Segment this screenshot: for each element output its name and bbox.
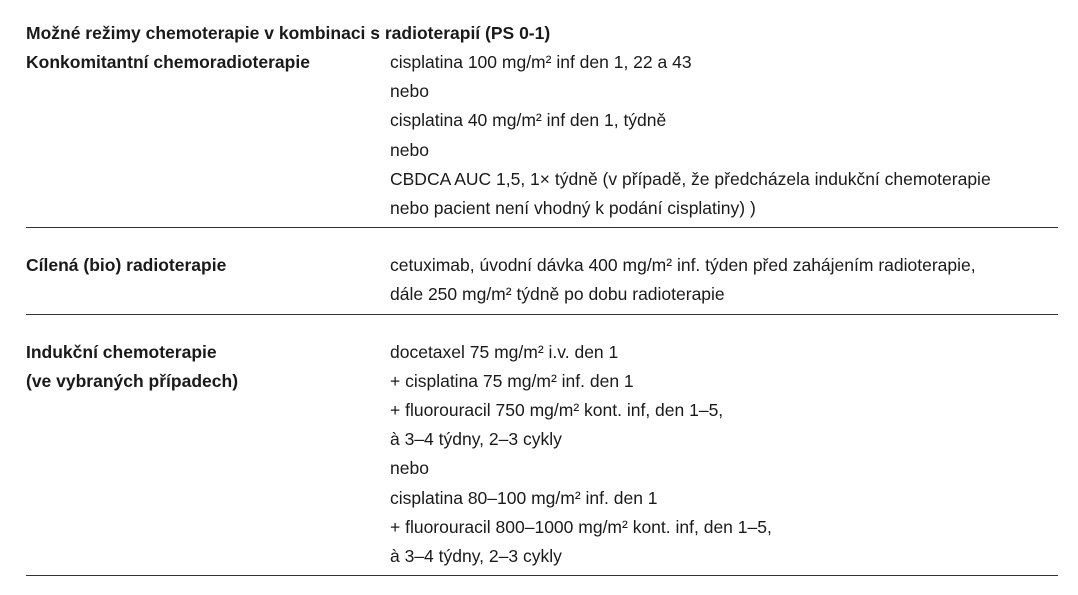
regimen-line: à 3–4 týdny, 2–3 cykly <box>390 429 562 450</box>
regimen-line: + fluorouracil 750 mg/m² kont. inf, den 1–5, <box>390 400 724 421</box>
section-label-line: Indukční chemoterapie <box>26 341 217 362</box>
section-label <box>26 338 390 396</box>
section-label-line: Cílená (bio) radioterapie <box>26 255 227 276</box>
section-label-line: Konkomitantní chemoradioterapie <box>26 52 310 72</box>
section-label <box>26 251 390 280</box>
regimen-line: + fluorouracil 800–1000 mg/m² kont. inf, den 1–5, <box>390 516 772 537</box>
regimen-line: nebo pacient není vhodný k podání cisplatiny) ) <box>390 198 756 219</box>
table-title: Možné režimy chemoterapie v kombinaci s radioterapií (PS 0-1) <box>26 23 551 43</box>
regimen-line: nebo <box>390 139 429 160</box>
regimen-line: docetaxel 75 mg/m² i.v. den 1 <box>390 341 619 362</box>
chemotherapy-regimen-table <box>26 19 1058 576</box>
section-concomitant-chemoradiotherapy <box>26 48 1058 227</box>
regimen-list <box>390 338 1058 572</box>
regimen-line: à 3–4 týdny, 2–3 cykly <box>390 546 562 567</box>
regimen-line: CBDCA AUC 1,5, 1× týdně (v případě, že předcházela indukční chemoterapie <box>390 168 991 189</box>
regimen-line: nebo <box>390 81 429 102</box>
regimen-line: dále 250 mg/m² týdně po dobu radioterapie <box>390 284 725 305</box>
regimen-line: cisplatina 40 mg/m² inf den 1, týdně <box>390 110 667 131</box>
section-label <box>26 48 390 77</box>
regimen-list <box>390 48 1058 223</box>
section-targeted-radiotherapy <box>26 227 1058 313</box>
regimen-line: cisplatina 80–100 mg/m² inf. den 1 <box>390 487 658 508</box>
regimen-line: cetuximab, úvodní dávka 400 mg/m² inf. týden před zahájením radioterapie, <box>390 255 976 276</box>
regimen-line: + cisplatina 75 mg/m² inf. den 1 <box>390 370 634 391</box>
regimen-line: cisplatina 100 mg/m² inf den 1, 22 a 43 <box>390 52 692 72</box>
section-label-line: (ve vybraných případech) <box>26 370 239 391</box>
section-induction-chemotherapy <box>26 314 1058 577</box>
regimen-line: nebo <box>390 458 429 479</box>
regimen-list <box>390 251 1058 309</box>
